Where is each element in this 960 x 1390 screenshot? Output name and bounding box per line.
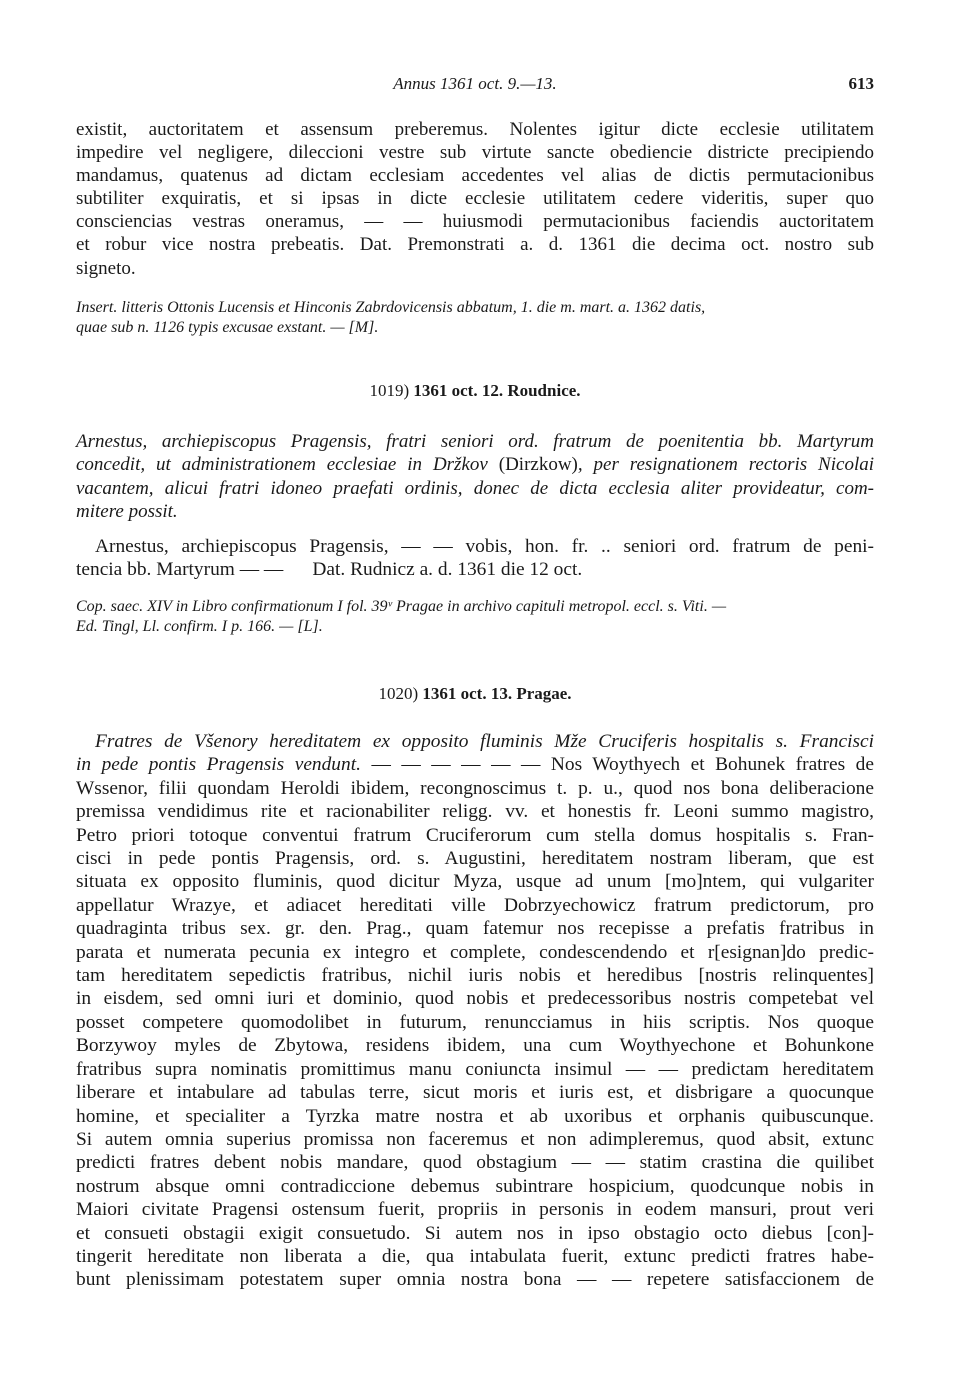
- doc-1019-heading: [76, 381, 874, 401]
- text-line: cisci in pede pontis Pragensis, ord. s. Augustini, hereditatem nostram liberam, que est: [76, 848, 874, 870]
- text-line: fratribus supra nominatis promittimus manu coniuncta insimul — — predictam hereditatem: [76, 1058, 874, 1080]
- document-place: Pragae.: [516, 684, 572, 703]
- source-note: [76, 298, 874, 337]
- regest-line: vacantem, alicui fratri idoneo praefati ordinis, donec de dicta ecclesia aliter provideatur, com-: [76, 477, 874, 499]
- text-line: Si autem omnia superius promissa non faceremus et non adimpleremus, quod absit, extunc: [76, 1128, 874, 1150]
- note-line: quae sub n. 1126 typis excusae exstant. — [M].: [76, 318, 379, 336]
- text-line: impedire vel negligere, dileccioni vestre sub virtute sancte obediencie districte precipiendo: [76, 142, 874, 164]
- document-number: 1020): [378, 684, 419, 703]
- note-line: Ed. Tingl, Ll. confirm. I p. 166. — [L].: [76, 617, 323, 635]
- text-line: situata ex opposito fluminis, quod dicitur Myza, usque ad unum [mo]ntem, qui vulgariter: [76, 871, 874, 893]
- continuation-text: [76, 118, 874, 280]
- doc-1019-text: [76, 535, 874, 582]
- regest-segment: in pede pontis Pragensis vendunt.: [76, 754, 361, 776]
- text-line: tencia bb. Martyrum — — Dat. Rudnicz a. d. 1361 die 12 oct.: [76, 559, 583, 581]
- note-line: Cop. saec. XIV in Libro confirmationum I fol. 39ᵛ Pragae in archivo capituli metropol. eccl. s. Viti. —: [76, 598, 727, 615]
- text-line: in eisdem, sed omni iuri et dominio, quod nobis et predecessoribus nostris competebat vel: [76, 988, 874, 1010]
- text-line: nostrum absque omni contradiccione debemus subintrare hospicium, quodcunque nobis in: [76, 1175, 874, 1197]
- text-line: Wssenor, filii quondam Heroldi ibidem, recongnoscimus t. p. u., quod nos bona deliberacione: [76, 777, 874, 799]
- regest-segment: , per resignationem rectoris Nicolai: [577, 454, 874, 476]
- text-segment: — — — — — — Nos Woythyech et Bohunek fratres de: [360, 754, 874, 776]
- text-line: bunt plenissimam potestatem super omnia nostra bona — — repetere satisfaccionem de: [76, 1269, 874, 1291]
- text-line: Arnestus, archiepiscopus Pragensis, — — vobis, hon. fr. .. seniori ord. fratrum de peni-: [95, 536, 874, 557]
- regest-segment: concedit, ut administrationem ecclesiae in Držkov: [76, 454, 499, 476]
- note-line: Insert. litteris Ottonis Lucensis et Hinconis Zabrdovicensis abbatum, 1. die m. mart. a. 1362 datis,: [76, 299, 706, 316]
- running-head: [76, 74, 874, 100]
- text-line: Borzywoy myles de Zbytowa, residens ibidem, una cum Woythyechone et Bohunkone: [76, 1035, 874, 1057]
- doc-1020-body: [76, 730, 874, 1292]
- regest-segment: (Dirzkow): [498, 454, 578, 476]
- document-number: 1019): [369, 381, 410, 400]
- text-line: et consueti obstagii exigit consuetudo. Si autem nos in ipso obstagio octo diebus [con]-: [76, 1222, 874, 1244]
- regest-line: [76, 753, 874, 776]
- text-line: consciencias vestras oneramus, — — huiusmodi permutacionibus faciendis auctoritatem: [76, 211, 874, 233]
- text-line: signeto.: [76, 257, 136, 279]
- regest-line: mitere possit.: [76, 501, 178, 523]
- document-place: Roudnice.: [507, 381, 581, 400]
- running-head-title: Annus 1361 oct. 9.—13.: [393, 74, 557, 93]
- regest-line: [76, 453, 874, 476]
- text-line: tingerit hereditate non liberata a die, qua intabulata fuerit, extunc predicti fratres habe-: [76, 1245, 874, 1267]
- doc-1019-note: [76, 597, 874, 636]
- document-heading: [76, 684, 874, 704]
- text-line: predicti fratres debent nobis mandare, quod obstagium — — statim crastina die quilibet: [76, 1152, 874, 1174]
- doc-1020-heading: [76, 684, 874, 704]
- document-text: [76, 730, 874, 1292]
- page-number: 613: [848, 74, 874, 93]
- text-line: tam hereditatem sepedictis fratribus, nichil iuris nobis et heredibus [nostris relinquentes]: [76, 965, 874, 987]
- text-line: Maiori civitate Pragensi ostensum fuerit, propriis in personis in eodem mansuri, prout veri: [76, 1199, 874, 1221]
- text-line: subtiliter exquiratis, et si ipsas in dicte ecclesie utilitatem cedere videritis, super quo: [76, 188, 874, 210]
- text-line: et robur vice nostra prebeatis. Dat. Premonstrati a. d. 1361 die decima oct. nostro sub: [76, 234, 874, 256]
- text-line: Petro priori totoque conventui fratrum Cruciferorum cum stella domus hospitalis s. Fran-: [76, 824, 874, 846]
- text-line: homine, et specialiter a Tyrzka matre nostra et ab uxoribus et orphanis quibuscunque.: [76, 1105, 874, 1127]
- doc-1019-regest: [76, 430, 874, 524]
- regest: [76, 430, 874, 524]
- document-date: 1361 oct. 13.: [422, 684, 513, 703]
- regest-line: Fratres de Všenory hereditatem ex opposito fluminis Mže Cruciferis hospitalis s. Francisci: [95, 731, 874, 752]
- text-line: mandamus, quatenus ad dictam ecclesiam accedentes vel alias de dictis permutacionibus: [76, 165, 874, 187]
- text-line: posset competere quomodolibet in futurum, renuncciamus in hiis scriptis. Nos quoque: [76, 1011, 874, 1033]
- source-note: [76, 597, 874, 636]
- document-date: 1361 oct. 12.: [413, 381, 504, 400]
- continuation-paragraph: [76, 118, 874, 280]
- text-line: premissa vendidimus rite et racionabiliter religg. vv. et honestis fr. Leoni summo magistro,: [76, 801, 874, 823]
- continuation-note: [76, 298, 874, 337]
- text-line: parata et numerata pecunia ex integro et complete, condescendendo et r[esignan]do predic-: [76, 941, 874, 963]
- text-line: existit, auctoritatem et assensum preberemus. Nolentes igitur dicte ecclesie utilitatem: [76, 119, 874, 140]
- text-line: appellatur Wrazye, et adiacet hereditati ville Dobrzyechowicz fratrum predictorum, pro: [76, 894, 874, 916]
- document-heading: [76, 381, 874, 401]
- text-line: quadraginta tribus sex. gr. den. Prag., quam fatemur nos recepisse a prefatis fratribus in: [76, 918, 874, 940]
- document-text: [76, 535, 874, 582]
- text-line: liberare et intabulare ad tabulas terre, sicut moris et iuris est, et disbrigare a quocunque: [76, 1082, 874, 1104]
- regest-line: Arnestus, archiepiscopus Pragensis, fratri seniori ord. fratrum de poenitentia bb. Martyrum: [76, 431, 874, 452]
